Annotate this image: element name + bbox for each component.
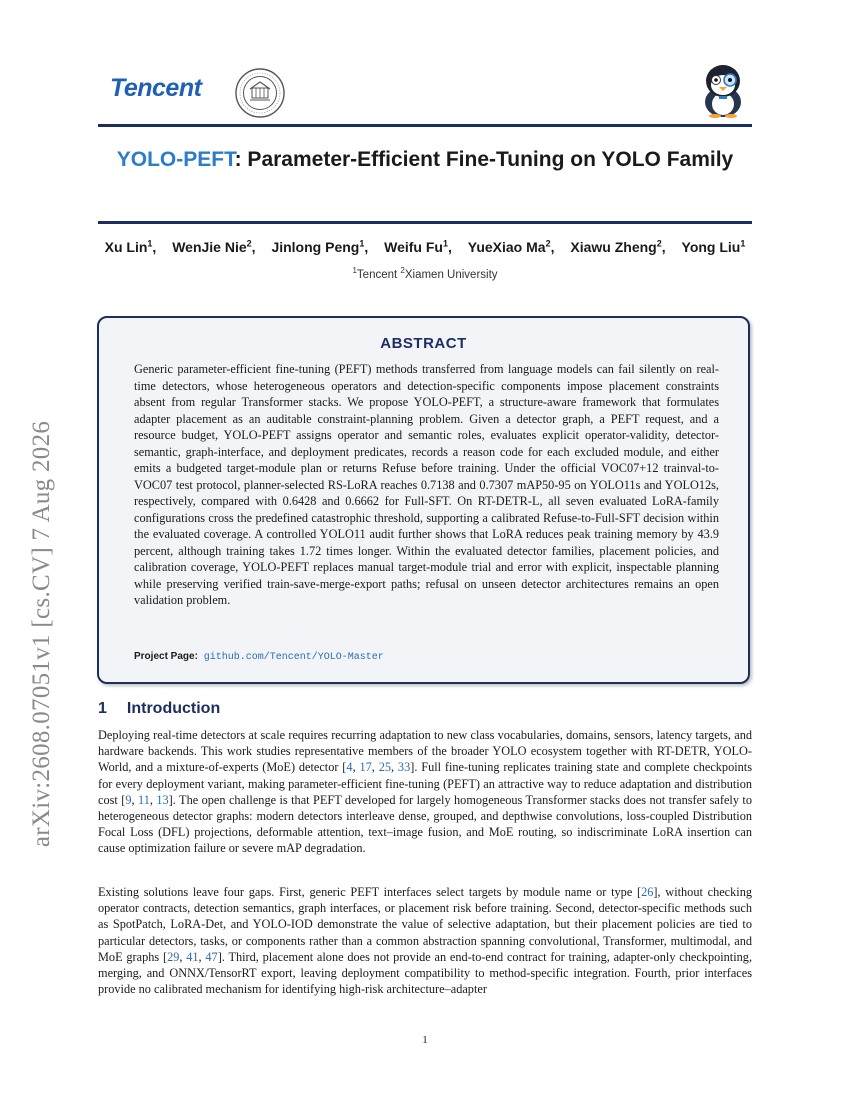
author: Yong Liu$^1$ xyxy=(681,238,746,255)
affiliations: $^1$Tencent $^2$Xiamen University xyxy=(352,266,498,281)
xiamen-university-seal-icon xyxy=(235,68,285,118)
citation-link[interactable]: 47 xyxy=(205,949,218,964)
project-page xyxy=(134,651,384,663)
intro-paragraph-2: Existing solutions leave four gaps. First, generic PEFT interfaces select targets by module name or type [26], without checking operator contracts, detection semantics, graph interfaces, or placement risk before training. Second, detector-specific methods such as SpotPatch, LoRA-Det, and YOLO-IOD demonstrate the value of selective adaptation, but their placement policies are tied to particular detectors, tasks, or components rather than a common abstraction spanning convolutional, Transformer, multimodal, and MoE graphs [29, 41, 47]. Third, placement alone does not provide an end-to-end contract for training, adapter-only checkpointing, merging, and ONNX/TensorRT export, leaving deployment compatibility to method-specific integration. Fourth, prior interfaces provide no calibrated mechanism for identifying high-risk architecture–adapter xyxy=(98,885,753,997)
citation-link[interactable]: 26 xyxy=(641,885,654,899)
page-number: 1 xyxy=(422,1034,428,1046)
header-rule xyxy=(98,124,752,127)
paper-title xyxy=(98,145,752,175)
author: Xu Lin$^1$, xyxy=(104,238,157,255)
title-accent: YOLO-PEFT xyxy=(116,148,235,171)
tencent-logo: Tencent xyxy=(110,74,202,102)
citation-link[interactable]: 11 xyxy=(138,792,150,807)
title-rule xyxy=(98,221,752,224)
author: Weifu Fu$^1$, xyxy=(384,238,452,255)
citation-link[interactable]: 13 xyxy=(156,792,169,807)
title-rest: : Parameter-Efficient Fine-Tuning on YOLO Family xyxy=(234,148,734,171)
author: Xiawu Zheng$^2$, xyxy=(570,238,666,255)
abstract-box xyxy=(97,316,750,684)
citation-link[interactable]: 29 xyxy=(167,949,180,964)
author: Jinlong Peng$^1$, xyxy=(271,238,369,255)
arxiv-identifier: arXiv:2608.07051v1 [cs.CV] 7 Aug 2026 xyxy=(28,420,55,848)
author-list xyxy=(0,238,850,255)
project-page-link[interactable]: github.com/Tencent/YOLO-Master xyxy=(203,652,384,663)
penguin-mascot-icon xyxy=(697,62,749,118)
citation-link[interactable]: 33 xyxy=(397,760,411,775)
citation-link[interactable]: 4 xyxy=(346,760,353,775)
project-page-label: Project Page: xyxy=(134,651,198,662)
author: YueXiao Ma$^2$, xyxy=(467,238,555,255)
abstract-text: Generic parameter-efficient fine-tuning (PEFT) methods transferred from language models can fail silently on real-time detectors, whose heterogeneous operators and detection-specific components impose placement constraints absent from regular Transformer stacks. We propose YOLO-PEFT, a structure-aware framework that formulates adapter placement as an auditable constraint-planning problem. Given a detector graph, a PEFT request, and a resource budget, YOLO-PEFT assigns operator and semantic roles, evaluates explicit operator-validity, detector-semantic, graph-interface, and deployment predicates, records a reason code for each excluded module, and either emits a budgeted target-module plan or returns Refuse before training. Under the official VOC07+12 trainval-to-VOC07 test protocol, planner-selected RS-LoRA reaches 0.7138 and 0.7307 mAP50-95 on YOLO11s and YOLO12s, respectively, compared with 0.6428 and 0.6662 for Full-SFT. On RT-DETR-L, all seven evaluated LoRA-family configurations cross the predefined catastrophic threshold, supporting a calibrated Refuse-to-Full-SFT decision within the evaluated coverage. A controlled YOLO11 audit further shows that LoRA reduces peak training memory by 43.9 percent, although training takes 1.72 times longer. Within the evaluated detector families, placement policies, and calibration coverage, YOLO-PEFT replaces manual target-module trial and error with explicit, inspectable planning while preserving verified train-save-merge-export paths; refusal on unseen detector architectures remains an open validation problem. xyxy=(134,362,719,607)
citation-link[interactable]: 25 xyxy=(378,760,391,775)
section-heading xyxy=(98,700,220,718)
author: WenJie Nie$^2$, xyxy=(172,238,256,255)
citation-link[interactable]: 17 xyxy=(359,760,372,775)
abstract-heading: ABSTRACT xyxy=(380,335,467,352)
citation-link[interactable]: 9 xyxy=(125,792,132,807)
citation-link[interactable]: 41 xyxy=(186,949,199,964)
section-number: 1 xyxy=(98,700,107,717)
intro-paragraph-1: Deploying real-time detectors at scale requires recurring adaptation to new class vocabularies, domains, sensors, latency targets, and hardware backends. This work studies representative members of the broader YOLO ecosystem together with RT-DETR, YOLO-World, and a mixture-of-experts (MoE) detector [4, 17, 25, 33]. Full fine-tuning replicates training state and complete checkpoints for every deployment variant, making parameter-efficient fine-tuning (PEFT) an attractive way to reduce adaptation and distribution cost [9, 11, 13]. The open challenge is that PEFT developed for largely homogeneous Transformer stacks does not transfer safely to heterogeneous detector graphs: modern detectors interleave dense, grouped, and depthwise convolutions, loss-coupled Distribution Focal Loss (DFL) projections, deformable attention, text–image fusion, and MoE routing, so indiscriminate LoRA insertion can cause optimization failure or severe mAP degradation. xyxy=(98,728,752,856)
section-title: Introduction xyxy=(126,700,221,717)
